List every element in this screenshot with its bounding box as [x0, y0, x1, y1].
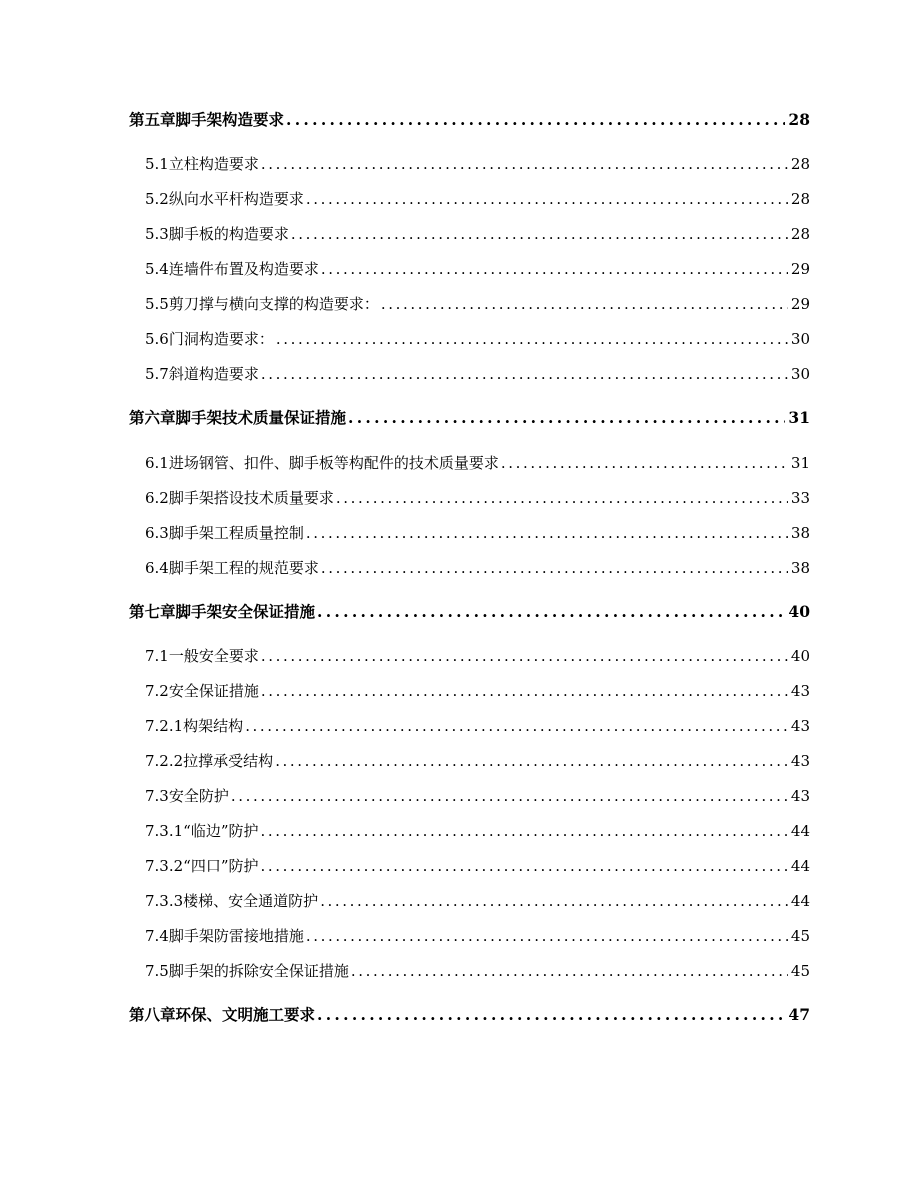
toc-page-number: 45	[790, 927, 810, 945]
toc-title: 脚手板的构造要求	[168, 225, 289, 243]
toc-title: 脚手架的拆除安全保证措施	[168, 962, 349, 980]
toc-number: 7.3.2	[145, 857, 184, 875]
toc-number: 6.1	[145, 454, 169, 472]
toc-page-number: 28	[790, 190, 810, 208]
toc-number: 7.1	[145, 647, 169, 665]
toc-section-6-3[interactable]	[145, 519, 810, 543]
toc-leader-dots	[381, 294, 788, 314]
toc-leader-dots	[261, 821, 788, 841]
toc-page-number: 40	[790, 647, 810, 665]
toc-number: 7.4	[145, 927, 169, 945]
toc-page-number: 44	[790, 892, 810, 910]
toc-leader-dots	[245, 716, 788, 736]
toc-leader-dots	[320, 891, 788, 911]
toc-title: 脚手架防雷接地措施	[168, 927, 304, 945]
toc-title: “四口”防护	[183, 857, 259, 875]
toc-title: 脚手架工程质量控制	[168, 524, 304, 542]
toc-title: 脚手架安全保证措施	[175, 602, 316, 621]
toc-number: 第七章	[129, 602, 176, 621]
toc-leader-dots	[276, 329, 788, 349]
toc-number: 第八章	[129, 1005, 176, 1024]
toc-page-number: 38	[790, 559, 810, 577]
toc-number: 6.4	[145, 559, 169, 577]
toc-leader-dots	[261, 856, 788, 876]
toc-number: 7.3.1	[145, 822, 184, 840]
toc-subsection-7-3-2[interactable]	[145, 852, 810, 876]
toc-section-6-4[interactable]	[145, 554, 810, 578]
toc-number: 7.2.1	[145, 717, 184, 735]
toc-page-number: 28	[790, 225, 810, 243]
toc-title: 立柱构造要求	[168, 155, 259, 173]
toc-subsection-7-2-1[interactable]	[145, 712, 810, 736]
toc-chapter-8[interactable]	[129, 1001, 810, 1025]
toc-subsection-7-2-2[interactable]	[145, 747, 810, 771]
toc-number: 7.2.2	[145, 752, 184, 770]
toc-number: 5.4	[145, 260, 169, 278]
toc-section-5-2[interactable]	[145, 185, 810, 209]
toc-section-7-2[interactable]	[145, 677, 810, 701]
toc-section-5-5[interactable]	[145, 290, 810, 314]
toc-title: 脚手架工程的规范要求	[168, 559, 319, 577]
toc-section-7-1[interactable]	[145, 642, 810, 666]
toc-leader-dots	[321, 259, 788, 279]
toc-leader-dots	[261, 364, 788, 384]
toc-section-7-4[interactable]	[145, 922, 810, 946]
toc-number: 5.6	[145, 330, 169, 348]
toc-leader-dots	[291, 224, 788, 244]
toc-section-5-4[interactable]	[145, 255, 810, 279]
toc-title: 连墙件布置及构造要求	[168, 260, 319, 278]
toc-leader-dots	[501, 453, 788, 473]
toc-title: 剪刀撑与横向支撑的构造要求：	[168, 295, 379, 313]
toc-title: 拉撑承受结构	[183, 752, 274, 770]
toc-page-number: 45	[790, 962, 810, 980]
toc-number: 6.2	[145, 489, 169, 507]
toc-chapter-7[interactable]	[129, 598, 810, 622]
toc-page-number: 38	[790, 524, 810, 542]
toc-leader-dots	[336, 488, 788, 508]
toc-page-number: 30	[790, 330, 810, 348]
toc-title: “临边”防护	[183, 822, 259, 840]
toc-leader-dots	[306, 926, 788, 946]
toc-leader-dots	[317, 602, 785, 622]
toc-leader-dots	[261, 646, 788, 666]
toc-leader-dots	[261, 154, 788, 174]
toc-page-number: 40	[788, 602, 810, 621]
toc-number: 第六章	[129, 408, 176, 427]
toc-section-5-1[interactable]	[145, 150, 810, 174]
toc-title: 脚手架构造要求	[175, 110, 285, 129]
toc-page-number: 43	[790, 787, 810, 805]
toc-title: 安全防护	[168, 787, 229, 805]
toc-leader-dots	[306, 523, 788, 543]
toc-page-number: 28	[790, 155, 810, 173]
toc-leader-dots	[261, 681, 788, 701]
toc-section-5-7[interactable]	[145, 360, 810, 384]
toc-title: 一般安全要求	[168, 647, 259, 665]
toc-page-number: 30	[790, 365, 810, 383]
toc-number: 7.5	[145, 962, 169, 980]
toc-title: 纵向水平杆构造要求	[168, 190, 304, 208]
toc-page-number: 29	[790, 295, 810, 313]
toc-title: 楼梯、安全通道防护	[183, 892, 319, 910]
toc-number: 5.1	[145, 155, 169, 173]
toc-leader-dots	[317, 1005, 785, 1025]
toc-title: 构架结构	[183, 717, 244, 735]
toc-page-number: 44	[790, 822, 810, 840]
toc-leader-dots	[306, 189, 788, 209]
toc-page-number: 28	[788, 110, 810, 129]
toc-subsection-7-3-3[interactable]	[145, 887, 810, 911]
toc-number: 7.3	[145, 787, 169, 805]
toc-number: 7.3.3	[145, 892, 184, 910]
toc-page-number: 29	[790, 260, 810, 278]
toc-page-number: 33	[790, 489, 810, 507]
toc-leader-dots	[348, 408, 785, 428]
toc-title: 环保、文明施工要求	[175, 1005, 316, 1024]
toc-number: 5.7	[145, 365, 169, 383]
toc-chapter-5[interactable]	[129, 106, 810, 130]
toc-number: 5.5	[145, 295, 169, 313]
toc-section-5-3[interactable]	[145, 220, 810, 244]
toc-number: 7.2	[145, 682, 169, 700]
toc-section-5-6[interactable]	[145, 325, 810, 349]
toc-page-number: 43	[790, 752, 810, 770]
toc-leader-dots	[286, 110, 785, 130]
toc-leader-dots	[351, 961, 788, 981]
toc-leader-dots	[231, 786, 788, 806]
toc-number: 第五章	[129, 110, 176, 129]
toc-page-number: 31	[788, 408, 810, 427]
toc-title: 斜道构造要求	[168, 365, 259, 383]
toc-number: 6.3	[145, 524, 169, 542]
toc-title: 安全保证措施	[168, 682, 259, 700]
toc-title: 脚手架搭设技术质量要求	[168, 489, 334, 507]
toc-page-number: 43	[790, 682, 810, 700]
toc-section-6-1[interactable]	[145, 449, 810, 473]
toc-page-number: 31	[790, 454, 810, 472]
toc-title: 进场钢管、扣件、脚手板等构配件的技术质量要求	[168, 454, 499, 472]
toc-title: 门洞构造要求：	[168, 330, 274, 348]
toc-page-number: 47	[788, 1005, 810, 1024]
toc-chapter-6[interactable]	[129, 404, 810, 428]
toc-section-7-3[interactable]	[145, 782, 810, 806]
toc-leader-dots	[275, 751, 788, 771]
toc-leader-dots	[321, 558, 788, 578]
toc-section-7-5[interactable]	[145, 957, 810, 981]
toc-title: 脚手架技术质量保证措施	[175, 408, 347, 427]
toc-section-6-2[interactable]	[145, 484, 810, 508]
toc-page-number: 43	[790, 717, 810, 735]
toc-subsection-7-3-1[interactable]	[145, 817, 810, 841]
toc-number: 5.3	[145, 225, 169, 243]
toc-page-number: 44	[790, 857, 810, 875]
toc-number: 5.2	[145, 190, 169, 208]
